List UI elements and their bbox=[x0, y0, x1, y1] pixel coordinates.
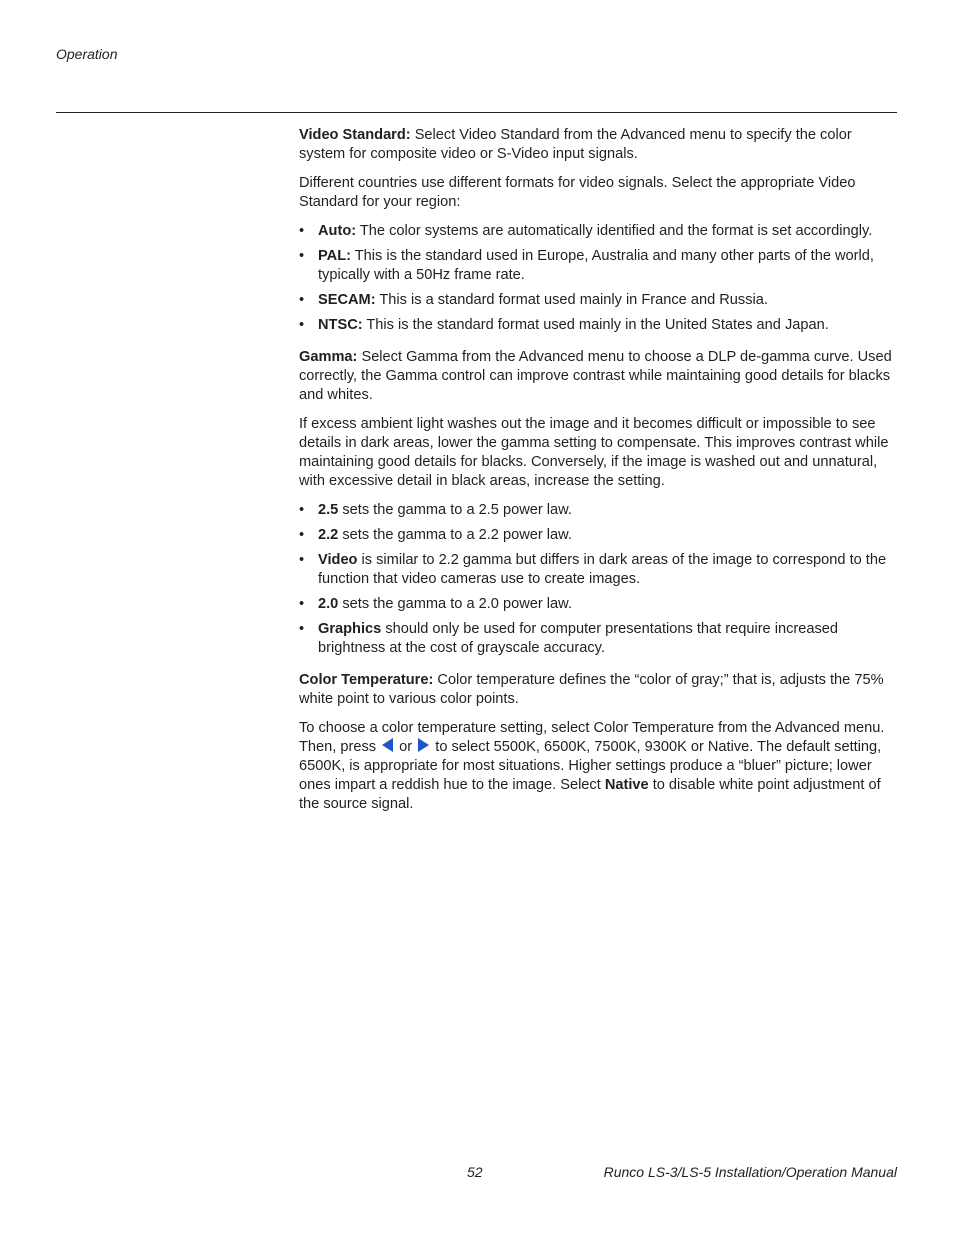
text-run: To choose a color temperature setting, select Color Temperature from the Advanced menu. Then, press bbox=[299, 720, 885, 755]
item-term: 2.2 bbox=[318, 527, 339, 543]
item-term: PAL: bbox=[318, 248, 351, 264]
bullet: • bbox=[299, 552, 305, 568]
item-term: Video bbox=[318, 552, 358, 568]
page-content bbox=[299, 126, 897, 824]
list-item bbox=[299, 291, 897, 310]
video-standard-intro: Different countries use different formats for video signals. Select the appropriate Video Standard for your region: bbox=[299, 175, 856, 210]
text-run: or bbox=[395, 739, 417, 755]
video-standard-list bbox=[299, 222, 897, 335]
list-item bbox=[299, 222, 897, 241]
item-text: This is the standard used in Europe, Australia and many other parts of the world, typically with a 50Hz frame rate. bbox=[318, 248, 874, 283]
item-term: 2.5 bbox=[318, 502, 339, 518]
item-term: 2.0 bbox=[318, 596, 339, 612]
list-item bbox=[299, 551, 897, 589]
list-item bbox=[299, 526, 897, 545]
item-text: sets the gamma to a 2.2 power law. bbox=[338, 527, 572, 543]
item-term: NTSC: bbox=[318, 317, 363, 333]
bullet: • bbox=[299, 317, 305, 333]
bullet: • bbox=[299, 621, 305, 637]
native-term: Native bbox=[604, 777, 649, 793]
item-text: should only be used for computer presentations that require increased brightness at the cost of grayscale accuracy. bbox=[318, 621, 838, 656]
header-divider bbox=[56, 112, 897, 113]
list-item bbox=[299, 316, 897, 335]
item-term: SECAM: bbox=[318, 292, 376, 308]
item-term: Graphics bbox=[318, 621, 382, 637]
gamma-paragraph bbox=[299, 348, 897, 405]
list-item bbox=[299, 247, 897, 285]
gamma-term: Gamma: bbox=[299, 349, 358, 365]
list-item bbox=[299, 595, 897, 614]
item-text: The color systems are automatically identified and the format is set accordingly. bbox=[356, 223, 873, 239]
page-number: 52 bbox=[467, 1164, 483, 1180]
gamma-list bbox=[299, 501, 897, 658]
gamma-desc: Select Gamma from the Advanced menu to choose a DLP de-gamma curve. Used correctly, the Gamma control can improve contrast while maintaining good details for blacks and whites. bbox=[299, 349, 892, 403]
bullet: • bbox=[299, 596, 305, 612]
list-item bbox=[299, 620, 897, 658]
gamma-paragraph-2: If excess ambient light washes out the image and it becomes difficult or impossible to see details in dark areas, lower the gamma setting to compensate. This improves contrast while maintaining good details for blacks. Conversely, if the image is washed out and unnatural, with excessive detail in black areas, increase the setting. bbox=[299, 416, 889, 489]
text-run: to disable white point adjustment of the source signal. bbox=[299, 777, 881, 812]
color-temperature-term: Color Temperature: bbox=[299, 672, 434, 688]
video-standard-desc: Select Video Standard from the Advanced menu to specify the color system for composite video or S-Video input signals. bbox=[299, 127, 852, 162]
color-temperature-paragraph bbox=[299, 671, 897, 709]
item-term: Auto: bbox=[318, 223, 357, 239]
item-text: This is a standard format used mainly in France and Russia. bbox=[375, 292, 768, 308]
running-header: Operation bbox=[56, 46, 118, 62]
color-temperature-paragraph-2 bbox=[299, 719, 897, 814]
bullet: • bbox=[299, 292, 305, 308]
item-text: is similar to 2.2 gamma but differs in dark areas of the image to correspond to the function that video cameras use to create images. bbox=[318, 552, 887, 587]
color-temperature-desc: Color temperature defines the “color of gray;” that is, adjusts the 75% white point to various color points. bbox=[299, 672, 884, 707]
bullet: • bbox=[299, 527, 305, 543]
video-standard-term: Video Standard: bbox=[299, 127, 411, 143]
item-text: sets the gamma to a 2.5 power law. bbox=[338, 502, 572, 518]
bullet: • bbox=[299, 223, 305, 239]
bullet: • bbox=[299, 502, 305, 518]
item-text: sets the gamma to a 2.0 power law. bbox=[338, 596, 572, 612]
left-arrow-icon bbox=[382, 738, 393, 752]
text-run: to select 5500K, 6500K, 7500K, 9300K or Native. The default setting, 6500K, is appropriate for most situations. Higher settings produce a “bluer” picture; lower ones impart a reddish hue to the image. Select bbox=[299, 739, 882, 793]
list-item bbox=[299, 501, 897, 520]
item-text: This is the standard format used mainly in the United States and Japan. bbox=[362, 317, 829, 333]
video-standard-paragraph bbox=[299, 126, 897, 164]
bullet: • bbox=[299, 248, 305, 264]
right-arrow-icon bbox=[418, 738, 429, 752]
manual-title: Runco LS-3/LS-5 Installation/Operation Manual bbox=[603, 1164, 897, 1180]
